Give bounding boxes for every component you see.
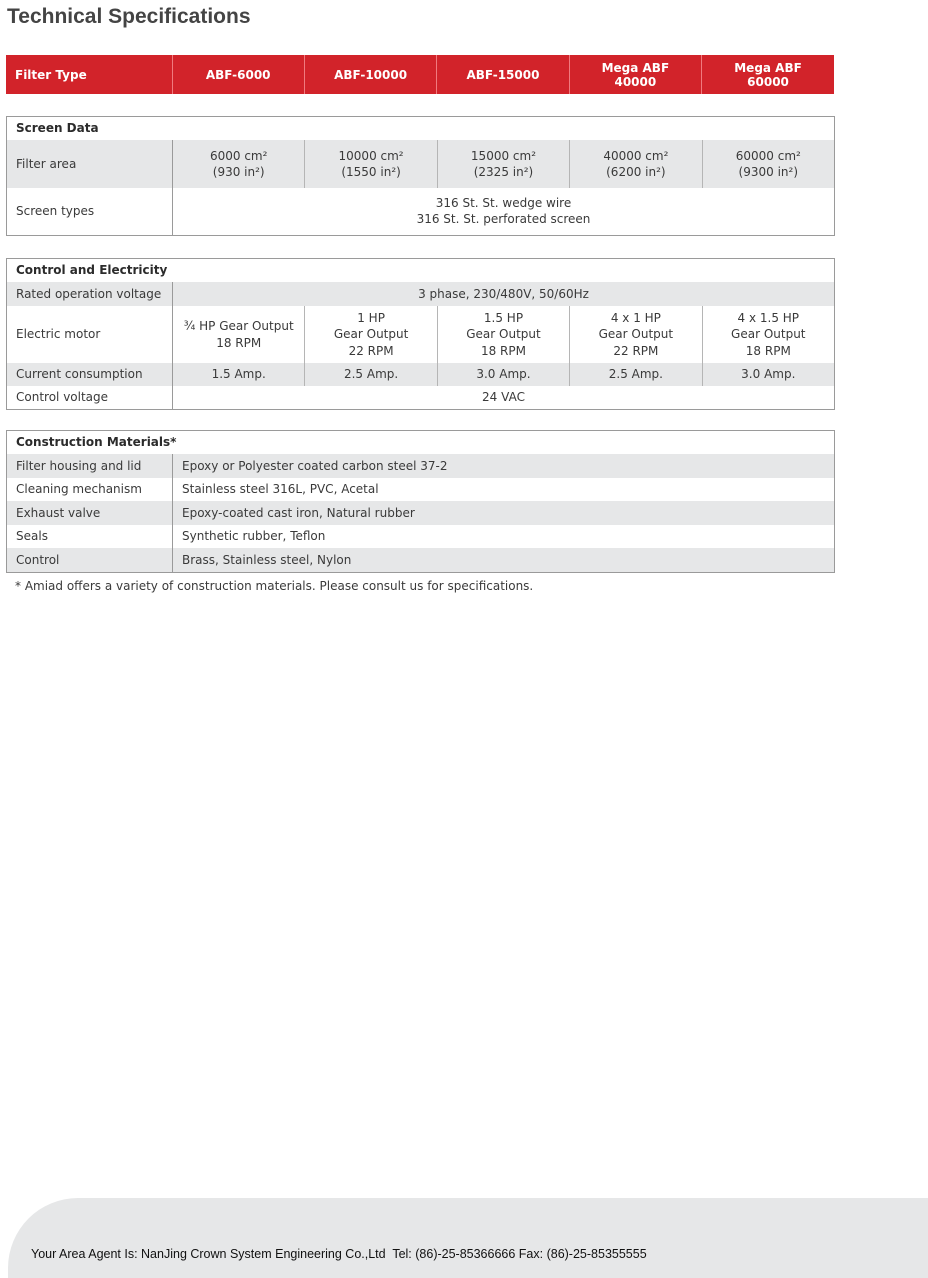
screen-data-section — [6, 116, 835, 236]
model-mega-abf-60000: Mega ABF 60000 — [702, 55, 834, 94]
table-row — [7, 188, 835, 235]
table-row — [7, 548, 835, 572]
row-label: Exhaust valve — [7, 501, 173, 525]
cell: Brass, Stainless steel, Nylon — [173, 548, 835, 572]
filter-type-header — [6, 55, 834, 94]
cell: 2.5 Amp. — [570, 363, 702, 386]
cell: 4 x 1 HP Gear Output 22 RPM — [570, 306, 702, 363]
section-title: Construction Materials* — [7, 431, 835, 455]
footer-agent-info: Your Area Agent Is: NanJing Crown System Engineering Co.,Ltd Tel: (86)-25-85366666 Fax: (86)-25-85355555 — [31, 1247, 647, 1261]
cell: ¾ HP Gear Output 18 RPM — [173, 306, 305, 363]
row-label: Current consumption — [7, 363, 173, 386]
row-label: Filter housing and lid — [7, 454, 173, 478]
table-row — [7, 478, 835, 501]
section-title: Control and Electricity — [7, 259, 835, 283]
row-label: Control — [7, 548, 173, 572]
cell: 6000 cm² (930 in²) — [173, 140, 305, 188]
model-abf-10000: ABF-10000 — [304, 55, 436, 94]
row-label: Control voltage — [7, 386, 173, 409]
table-row — [7, 454, 835, 478]
cell: 2.5 Amp. — [305, 363, 437, 386]
cell: 24 VAC — [173, 386, 835, 409]
cell: Epoxy-coated cast iron, Natural rubber — [173, 501, 835, 525]
cell: 15000 cm² (2325 in²) — [437, 140, 569, 188]
model-abf-15000: ABF-15000 — [437, 55, 569, 94]
table-row — [7, 363, 835, 386]
cell: 60000 cm² (9300 in²) — [702, 140, 834, 188]
cell: 3.0 Amp. — [702, 363, 834, 386]
table-row — [7, 306, 835, 363]
page-title: Technical Specifications — [7, 5, 251, 28]
row-label: Seals — [7, 525, 173, 548]
row-label: Cleaning mechanism — [7, 478, 173, 501]
filter-type-label: Filter Type — [6, 55, 172, 94]
model-abf-6000: ABF-6000 — [172, 55, 304, 94]
control-electricity-section — [6, 258, 835, 410]
cell: Stainless steel 316L, PVC, Acetal — [173, 478, 835, 501]
table-row — [7, 386, 835, 409]
footer-band — [8, 1198, 928, 1278]
row-label: Rated operation voltage — [7, 282, 173, 306]
model-mega-abf-40000: Mega ABF 40000 — [569, 55, 701, 94]
footnote: * Amiad offers a variety of construction materials. Please consult us for specifications. — [15, 579, 534, 593]
construction-materials-section — [6, 430, 835, 573]
cell: Epoxy or Polyester coated carbon steel 37-2 — [173, 454, 835, 478]
cell: 1.5 Amp. — [173, 363, 305, 386]
cell: 1 HP Gear Output 22 RPM — [305, 306, 437, 363]
cell: 40000 cm² (6200 in²) — [570, 140, 702, 188]
row-label: Screen types — [7, 188, 173, 235]
table-row — [7, 525, 835, 548]
table-row — [7, 282, 835, 306]
table-row — [7, 140, 835, 188]
cell: Synthetic rubber, Teflon — [173, 525, 835, 548]
row-label: Electric motor — [7, 306, 173, 363]
cell: 3 phase, 230/480V, 50/60Hz — [173, 282, 835, 306]
cell: 4 x 1.5 HP Gear Output 18 RPM — [702, 306, 834, 363]
row-label: Filter area — [7, 140, 173, 188]
table-row — [7, 501, 835, 525]
cell: 316 St. St. wedge wire 316 St. St. perforated screen — [173, 188, 835, 235]
cell: 10000 cm² (1550 in²) — [305, 140, 437, 188]
cell: 3.0 Amp. — [437, 363, 569, 386]
section-title: Screen Data — [7, 117, 835, 141]
cell: 1.5 HP Gear Output 18 RPM — [437, 306, 569, 363]
